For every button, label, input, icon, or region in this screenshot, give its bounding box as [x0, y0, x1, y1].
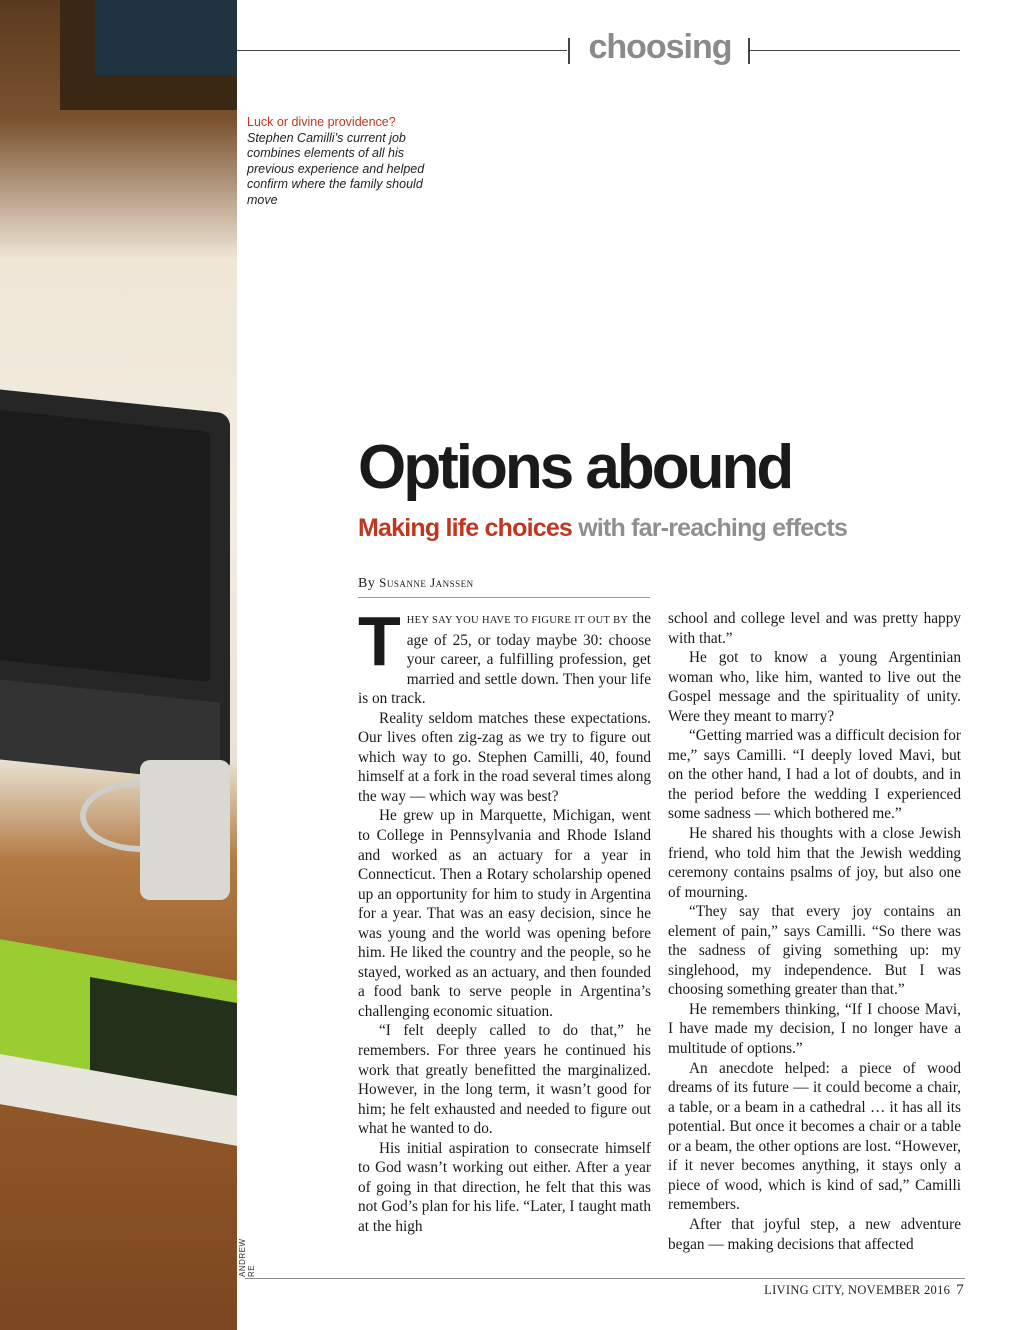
laptop-screen: [0, 408, 210, 682]
footer-rule: [245, 1278, 965, 1279]
paragraph-text: the age of 25, or today maybe 30: choose your career, a fulfilling profession, get married and settle down. Then your life is on track.: [358, 610, 651, 708]
article-column-1: [358, 602, 651, 1237]
paragraph: He got to know a young Argentinian woman who, like him, wanted to live out the Gospel message and the spirituality of unity. Were they meant to marry?: [668, 649, 961, 725]
paragraph: He shared his thoughts with a close Jewish friend, who told him that the Jewish wedding ceremony contains psalms of joy, but also one of mourning.: [668, 825, 961, 901]
paragraph: His initial aspiration to consecrate himself to God wasn’t working out either. After a year of going in that direction, he felt that this was not God’s plan for his life. “Later, I taught math at the high: [358, 1139, 651, 1235]
paragraph: “Getting married was a difficult decision for me,” says Camilli. “I deeply loved Mavi, but on the other hand, I had a lot of doubts, and in the period before the wedding I experienced some sadness — which bothered me.”: [668, 727, 961, 823]
paragraph: “I felt deeply called to do that,” he remembers. For three years he continued his work that greatly benefitted the marginalized. However, in the long term, it wasn’t good for him; he felt exhausted and needed to figure out what he wanted to do.: [358, 1022, 651, 1138]
paragraph: “They say that every joy contains an element of pain,” says Camilli. “So there was the sadness of giving something up: my singlehood, my independence. But I was choosing something greater than that.”: [668, 903, 961, 999]
caption-text: Stephen Camilli’s current job combines elements of all his previous experience and helped confirm where the family should move: [247, 130, 425, 207]
section-label: choosing: [588, 28, 732, 66]
byline: [358, 575, 650, 598]
article-photo: [0, 0, 237, 1330]
caption-lead: Luck or divine providence?: [247, 115, 396, 129]
paragraph: school and college level and was pretty happy with that.”: [668, 610, 961, 647]
page-number: 7: [956, 1282, 964, 1298]
article-subtitle: [358, 512, 998, 544]
header-tick-right: [748, 38, 750, 64]
header-rule-left: [237, 50, 567, 51]
desk-phone: [140, 760, 230, 900]
page-footer: [620, 1282, 964, 1299]
paragraph: Reality seldom matches these expectations. Our lives often zig-zag as we try to figure out which way to go. Stephen Camilli, 40, found himself at a fork in the road several times along the way — which way was best?: [358, 709, 651, 805]
paragraph: An anecdote helped: a piece of wood dreams of its future — it could become a chair, a table, or a beam in a cathedral … it has all its potential. But once it becomes a chair or a table or a beam, the other options are lost. “However, if it never becomes anything, it stays only a piece of wood, which is kind of sad,” Camilli remembers.: [668, 1059, 961, 1214]
lead-in-smallcaps: HEY SAY YOU HAVE TO FIGURE IT OUT BY: [406, 615, 629, 626]
paragraph: He grew up in Marquette, Michigan, went to College in Pennsylvania and Rhode Island and worked as an actuary for a year in Connecticut. Then a Rotary scholarship opened up an opportunity for him to study in Argentina for a year. That was an easy decision, since he was young and the world was opening before him. He liked the country and the people, so he stayed, worked as an actuary, and then founded a food bank to serve people in Argentina’s challenging economic situation.: [358, 807, 651, 1020]
photo-credit: ANDREW RE: [238, 1238, 256, 1277]
picture-frame-glass: [95, 0, 237, 75]
paragraph: He remembers thinking, “If I choose Mavi, I have made my decision, I no longer have a multitude of options.”: [668, 1000, 961, 1058]
photo-caption: [247, 115, 427, 209]
subtitle-red: Making life choices: [358, 514, 573, 542]
byline-author: Susanne Janssen: [379, 575, 474, 590]
subtitle-grey: with far-reaching effects: [572, 514, 848, 542]
header-rule-right: [750, 50, 960, 51]
article-column-2: [668, 609, 961, 1254]
drop-cap: T: [358, 602, 401, 680]
header-tick-left: [568, 38, 570, 64]
paragraph: [358, 602, 651, 709]
article-title: Options abound: [358, 433, 792, 502]
paragraph: After that joyful step, a new adventure began — making decisions that affected: [668, 1215, 961, 1253]
publication-name: LIVING CITY, NOVEMBER 2016: [764, 1283, 951, 1297]
byline-prefix: By: [358, 576, 376, 591]
